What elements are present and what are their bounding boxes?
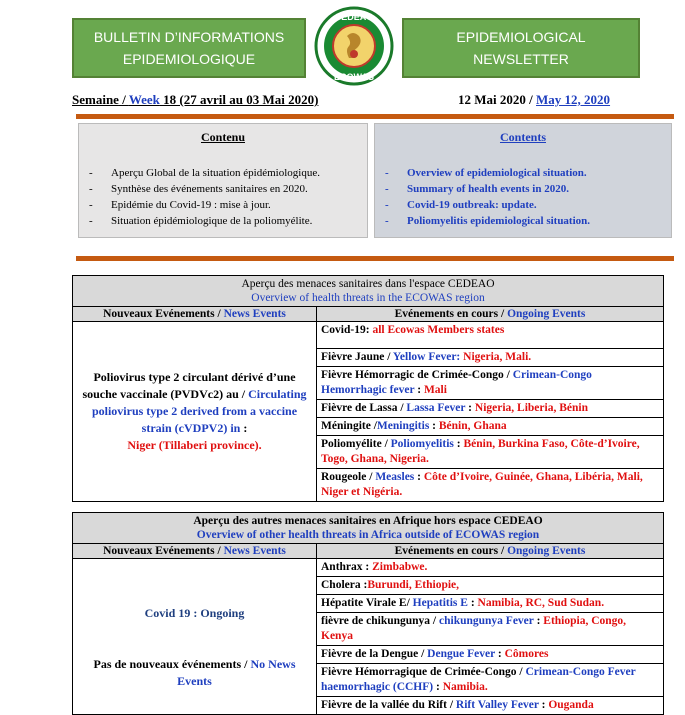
new-event-en: Circulating poliovirus type 2 derived from a vaccine strain (cVDPV2) in (91, 387, 307, 435)
event-label-en: Hepatitis E (412, 597, 468, 609)
event-label-fr: Hépatite Virale E/ (321, 597, 410, 609)
event-label-en: Meningitis (376, 420, 430, 432)
table-row: Fièvre de Lassa / Lassa Fever : Nigeria, Liberia, Bénin (317, 400, 664, 418)
event-label-fr: Fièvre Hémorragic de Crimée-Congo (321, 369, 504, 381)
event-label-en: Crimean-Congo Fever haemorrhagic (CCHF) (321, 666, 636, 693)
event-location: Ouganda (548, 699, 594, 711)
table-row: Fièvre Hémorragic de Crimée-Congo / Crimean-Congo Hemorrhagic fever : Mali (317, 367, 664, 400)
new-event-colon: : (240, 421, 248, 435)
table1-col-ongoing: Evénements en cours / Ongoing Events (317, 307, 664, 322)
event-label-en: Poliomyelitis (390, 438, 454, 450)
contents-list-fr (79, 165, 367, 229)
table-row: fièvre de chikungunya / chikungunya Fever : Ethiopia, Congo, Kenya (317, 613, 664, 646)
table2-title-fr: Aperçu des autres menaces sanitaires en Afrique hors espace CEDEAO (193, 515, 543, 527)
english-title-line1: EPIDEMIOLOGICAL (456, 29, 586, 45)
table2-new-events-cell (73, 559, 317, 715)
top-divider (76, 114, 674, 119)
contents-link[interactable]: - Summary of health events in 2020. (385, 181, 671, 197)
table-row: Poliomyélite / Poliomyelitis : Bénin, Burkina Faso, Côte-d’Ivoire, Togo, Ghana, Nigeria. (317, 436, 664, 469)
contents-link[interactable]: - Poliomyelitis epidemiological situation. (385, 213, 671, 229)
english-title-line2: NEWSLETTER (473, 51, 569, 67)
table-row (317, 322, 664, 349)
col-ongoing-fr: Evénements en cours (394, 545, 499, 557)
table1-title-fr: Aperçu des menaces sanitaires dans l'espace CEDEAO (241, 278, 495, 290)
event-label: Cholera : (321, 579, 368, 591)
logo-top-text: CEDEAO (334, 12, 374, 22)
contents-item: - Synthèse des événements sanitaires en 2020. (89, 181, 367, 197)
col-ongoing-en: Ongoing Events (507, 545, 586, 557)
new-event-place: Niger (Tillaberi province). (127, 438, 262, 452)
contents-item: - Epidémie du Covid-19 : mise à jour. (89, 197, 367, 213)
col-ongoing-en: Ongoing Events (507, 308, 586, 320)
table-row: Méningite /Meningitis : Bénin, Ghana (317, 418, 664, 436)
english-title-banner (402, 18, 640, 78)
event-label-fr: Fièvre Jaune (321, 351, 385, 363)
event-location: Cômores (504, 648, 549, 660)
event-label-en: chikungunya Fever (439, 615, 534, 627)
event-label-fr: Fièvre Hémorragique de Crimée-Congo / (321, 666, 523, 678)
table-row: Fièvre de la vallée du Rift / Rift Valley Fever : Ouganda (317, 697, 664, 715)
table-row: Fièvre Hémorragique de Crimée-Congo / Crimean-Congo Fever haemorrhagic (CCHF) : Namibia. (317, 664, 664, 697)
event-label: Covid-19: (321, 324, 370, 336)
issue-date-line (458, 92, 610, 108)
event-location: Burundi, Ethiopie, (367, 579, 460, 591)
event-location: Namibia, RC, Sud Sudan. (477, 597, 605, 609)
ecowas-threats-table (72, 275, 664, 502)
semaine-label: Semaine (72, 92, 119, 107)
date-en: May 12, 2020 (536, 92, 611, 107)
contents-list-en (375, 165, 671, 229)
french-title-banner (72, 18, 306, 78)
no-events-en: No News Events (177, 657, 296, 688)
contents-link[interactable]: - Overview of epidemiological situation. (385, 165, 671, 181)
table2-title (73, 513, 664, 544)
event-location: Mali (423, 384, 447, 396)
event-label-en: Measles (375, 471, 415, 483)
col-new-en: News Events (223, 545, 286, 557)
no-events-fr: Pas de nouveaux événements (93, 657, 242, 671)
event-location: Nigeria, Mali. (463, 351, 532, 363)
event-location: Nigeria, Liberia, Bénin (474, 402, 588, 414)
contents-heading-en[interactable]: Contents (499, 130, 546, 144)
event-location: Bénin, Ghana (438, 420, 507, 432)
covid-status: : Ongoing (190, 606, 245, 620)
table1-new-events-cell (73, 322, 317, 502)
contents-item: - Situation épidémiologique de la poliomyélite. (89, 213, 367, 229)
contents-link[interactable]: - Covid-19 outbreak: update. (385, 197, 671, 213)
covid-ongoing-note (77, 605, 312, 622)
table-row: Hépatite Virale E/ Hepatitis E : Namibia, RC, Sud Sudan. (317, 595, 664, 613)
table-row: Rougeole / Measles : Côte d’Ivoire, Guinée, Ghana, Libéria, Mali, Niger et Nigéria. (317, 469, 664, 502)
covid-label: Covid 19 (144, 606, 191, 620)
contents-item: - Aperçu Global de la situation épidémiologique. (89, 165, 367, 181)
event-location: all Ecowas Members states (372, 324, 505, 336)
col-new-fr: Nouveaux Evénements (103, 545, 215, 557)
week-slash: / (118, 92, 129, 107)
week-range: 18 (27 avril au 03 Mai 2020) (159, 92, 319, 107)
table-row: Fièvre Jaune / Yellow Fever: Nigeria, Mali. (317, 349, 664, 367)
event-location: Zimbabwe. (372, 561, 428, 573)
event-label-fr: Poliomyélite (321, 438, 382, 450)
event-label-fr: fièvre de chikungunya / (321, 615, 437, 627)
week-label: Week (128, 92, 160, 107)
contents-heading-fr: Contenu (200, 130, 245, 144)
table1-title-en: Overview of health threats in the ECOWAS region (251, 292, 485, 304)
contents-box-french (78, 123, 368, 238)
table-row (317, 559, 664, 577)
col-new-en: News Events (223, 308, 286, 320)
event-label-fr: Fièvre de la Dengue / (321, 648, 425, 660)
event-location: Namibia. (442, 681, 488, 693)
date-fr: 12 Mai 2020 (458, 92, 526, 107)
date-slash: / (525, 92, 537, 107)
table1-col-new: Nouveaux Evénements / News Events (73, 307, 317, 322)
table-row: Fièvre de la Dengue / Dengue Fever : Cômores (317, 646, 664, 664)
table2-col-new: Nouveaux Evénements / News Events (73, 544, 317, 559)
contents-box-english (374, 123, 672, 238)
ecowas-logo (314, 6, 394, 86)
french-title-line1: BULLETIN D’INFORMATIONS (93, 29, 285, 45)
new-event-fr: Poliovirus type 2 circulant dérivé d’une souche vaccinale (PVDVc2) au / (82, 370, 296, 401)
logo-bottom-text: ECOWAS (333, 72, 375, 82)
event-label-fr: Fièvre de Lassa (321, 402, 398, 414)
table1-title (73, 276, 664, 307)
col-new-fr: Nouveaux Evénements (103, 308, 215, 320)
table2-title-en: Overview of other health threats in Africa outside of ECOWAS region (196, 529, 540, 541)
table-row (317, 577, 664, 595)
africa-threats-table (72, 512, 664, 715)
middle-divider (76, 256, 674, 261)
event-label-en: Crimean-Congo Hemorrhagic fever (321, 369, 592, 396)
event-location: Ethiopia, Congo, Kenya (321, 615, 627, 642)
event-label-en: Yellow Fever: (392, 351, 461, 363)
event-label-en: Lassa Fever (406, 402, 466, 414)
week-line (72, 92, 318, 108)
event-location: Côte d’Ivoire, Guinée, Ghana, Libéria, Mali, Niger et Nigéria. (321, 471, 643, 498)
no-new-events-note: Pas de nouveaux événements / No News Events (93, 657, 296, 688)
french-title-line2: EPIDEMIOLOGIQUE (122, 51, 256, 67)
event-location: Bénin, Burkina Faso, Côte-d’Ivoire, Togo, Ghana, Nigeria. (321, 438, 640, 465)
col-ongoing-fr: Evénements en cours (394, 308, 499, 320)
event-label-fr: Fièvre de la vallée du Rift / (321, 699, 454, 711)
event-label: Anthrax : (321, 561, 370, 573)
event-label-fr: Méningite (321, 420, 371, 432)
event-label-en: Rift Valley Fever (455, 699, 539, 711)
event-label-en: Dengue Fever (427, 648, 495, 660)
table2-col-ongoing: Evénements en cours / Ongoing Events (317, 544, 664, 559)
event-label-fr: Rougeole (321, 471, 367, 483)
